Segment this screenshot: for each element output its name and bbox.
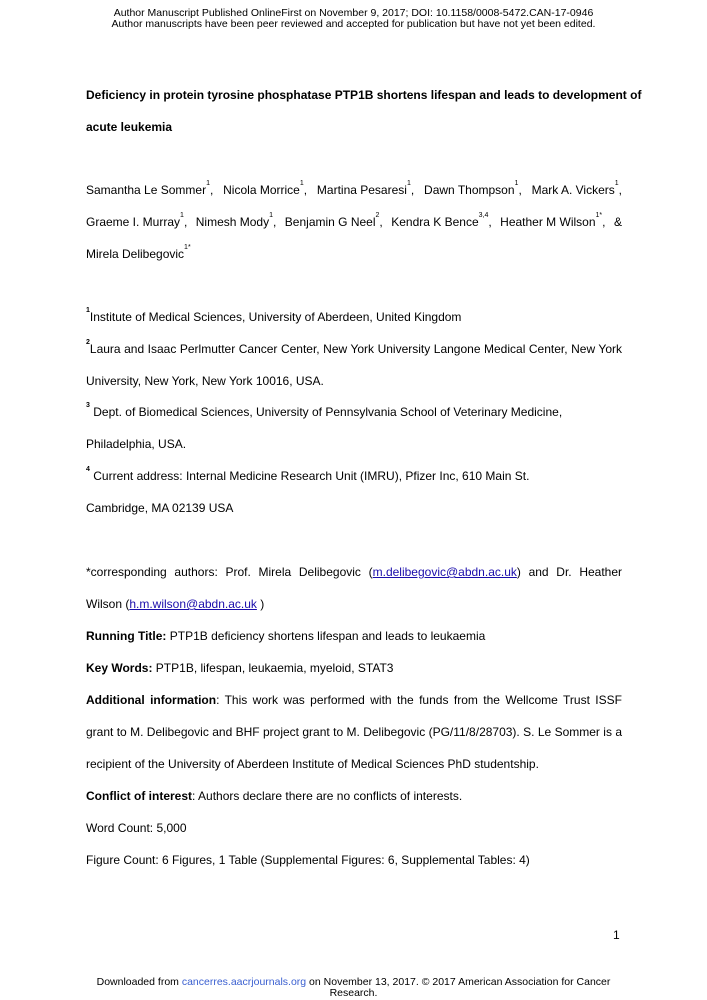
author-separator: , <box>303 183 308 197</box>
author-affiliation-sup: 1 <box>269 212 273 219</box>
affiliation-number: 3 <box>86 402 90 409</box>
affiliation-number: 4 <box>86 466 90 473</box>
author-name: Heather M Wilson <box>500 215 596 229</box>
additional-info-line-1 <box>86 693 622 707</box>
author-name: Mark A. Vickers <box>531 183 615 197</box>
running-title <box>86 629 485 643</box>
affiliation-number: 2 <box>86 339 90 346</box>
download-footer <box>0 977 707 999</box>
author-name: Kendra K Bence <box>391 215 479 229</box>
author-separator: , <box>488 215 492 229</box>
author-separator: , <box>618 183 622 197</box>
author-separator: , <box>183 215 188 229</box>
author-entry <box>500 212 606 229</box>
affiliation-text: Current address: Internal Medicine Research Unit (IMRU), Pfizer Inc, 610 Main St. <box>93 469 530 483</box>
author-separator: , <box>518 183 522 197</box>
running-title-text: PTP1B deficiency shortens lifespan and leads to leukaemia <box>166 629 486 643</box>
manuscript-header-line-1: Author Manuscript Published OnlineFirst on November 9, 2017; DOI: 10.1158/0008-5472.CAN-17-0946 <box>113 7 594 19</box>
affiliation-text: Dept. of Biomedical Sciences, University of Pennsylvania School of Veterinary Medicine, <box>93 405 563 419</box>
author-affiliation-sup: 1 <box>406 180 411 187</box>
author-name: Samantha Le Sommer <box>86 183 207 197</box>
additional-info-text: : This work was performed with the funds from the Wellcome Trust ISSF <box>216 693 622 707</box>
key-words <box>86 661 393 675</box>
author-separator: , <box>602 215 606 229</box>
footer-journal-link[interactable]: cancerres.aacrjournals.org <box>181 976 307 988</box>
affiliation-3-line-2: Philadelphia, USA. <box>86 437 187 451</box>
affiliation-text: Laura and Isaac Perlmutter Cancer Center, New York University Langone Medical Center, New York <box>89 342 622 356</box>
authors-row-1 <box>86 180 622 197</box>
author-entry <box>391 212 492 229</box>
author-entry <box>284 212 383 229</box>
author-separator: , <box>209 183 214 197</box>
author-affiliation-sup: 1* <box>184 244 191 251</box>
corresponding-text: *corresponding authors: Prof. Mirela Delibegovic ( <box>86 565 373 579</box>
author-affiliation-sup: 1 <box>206 180 210 187</box>
author-entry <box>195 212 277 229</box>
affiliation-3-line-1 <box>86 402 563 419</box>
page-number: 1 <box>613 928 620 942</box>
email-link-delibegovic[interactable]: m.delibegovic@abdn.ac.uk <box>372 565 517 579</box>
author-name: & <box>613 215 622 229</box>
authors-row-3 <box>86 244 191 261</box>
author-entry <box>86 212 188 229</box>
author-entry <box>223 180 308 197</box>
footer-text-line-2: Research. <box>329 987 378 999</box>
author-name: Benjamin G Neel <box>284 215 376 229</box>
affiliation-number: 1 <box>86 307 90 314</box>
footer-text: Downloaded from <box>96 976 182 988</box>
author-name: Martina Pesaresi <box>316 183 407 197</box>
affiliation-1 <box>86 307 462 324</box>
affiliation-4-line-1 <box>86 466 530 483</box>
corresponding-text: ) and Dr. Heather <box>516 565 623 579</box>
author-affiliation-sup: 1* <box>595 212 603 219</box>
affiliation-text: Institute of Medical Sciences, University of Aberdeen, United Kingdom <box>89 310 462 324</box>
author-affiliation-sup: 1 <box>614 180 619 187</box>
author-separator: , <box>379 215 383 229</box>
additional-info-line-3: recipient of the University of Aberdeen Institute of Medical Sciences PhD studentship. <box>86 757 539 771</box>
author-name: Dawn Thompson <box>424 183 515 197</box>
author-entry <box>531 180 622 197</box>
author-affiliation-sup: 1 <box>299 180 304 187</box>
additional-info-line-2: grant to M. Delibegovic and BHF project grant to M. Delibegovic (PG/11/8/28703). S. Le Sommer is a <box>86 725 622 739</box>
key-words-text: PTP1B, lifespan, leukaemia, myeloid, STAT3 <box>152 661 394 675</box>
author-entry <box>86 180 214 197</box>
conflict-label: Conflict of interest <box>86 789 193 803</box>
corresponding-line-1 <box>86 565 622 579</box>
author-name: Mirela Delibegovic <box>86 247 185 261</box>
author-affiliation-sup: 3,4 <box>478 212 489 219</box>
author-separator: , <box>410 183 415 197</box>
figure-count: Figure Count: 6 Figures, 1 Table (Supplemental Figures: 6, Supplemental Tables: 4) <box>86 853 530 867</box>
affiliation-2-line-2: University, New York, New York 10016, USA. <box>86 374 324 388</box>
word-count: Word Count: 5,000 <box>86 821 187 835</box>
running-title-label: Running Title: <box>86 629 167 643</box>
corresponding-text: Wilson ( <box>86 597 130 611</box>
email-link-wilson[interactable]: h.m.wilson@abdn.ac.uk <box>129 597 257 611</box>
corresponding-text: ) <box>256 597 265 611</box>
corresponding-line-2 <box>86 597 264 611</box>
author-entry <box>424 180 522 197</box>
authors-row-2 <box>86 212 622 229</box>
author-entry <box>614 215 622 229</box>
author-entry <box>316 180 415 197</box>
author-separator: , <box>273 215 277 229</box>
author-name: Nimesh Mody <box>195 215 270 229</box>
affiliation-4-line-2: Cambridge, MA 02139 USA <box>86 501 234 515</box>
author-affiliation-sup: 1 <box>180 212 184 219</box>
author-name: Graeme I. Murray <box>86 215 181 229</box>
author-name: Nicola Morrice <box>223 183 300 197</box>
affiliation-2-line-1 <box>86 339 622 356</box>
author-affiliation-sup: 2 <box>375 212 380 219</box>
paper-title-line-2: acute leukemia <box>86 120 173 134</box>
conflict-text: : Authors declare there are no conflicts of interests. <box>192 789 463 803</box>
footer-text: on November 13, 2017. © 2017 American Association for Cancer <box>306 976 611 988</box>
key-words-label: Key Words: <box>86 661 153 675</box>
author-affiliation-sup: 1 <box>514 180 519 187</box>
additional-info-label: Additional information <box>86 693 217 707</box>
conflict-of-interest <box>86 789 462 803</box>
paper-title-line-1: Deficiency in protein tyrosine phosphatase PTP1B shortens lifespan and leads to development of <box>86 88 642 102</box>
manuscript-header-line-2: Author manuscripts have been peer reviewed and accepted for publication but have not yet been edited. <box>111 18 596 30</box>
